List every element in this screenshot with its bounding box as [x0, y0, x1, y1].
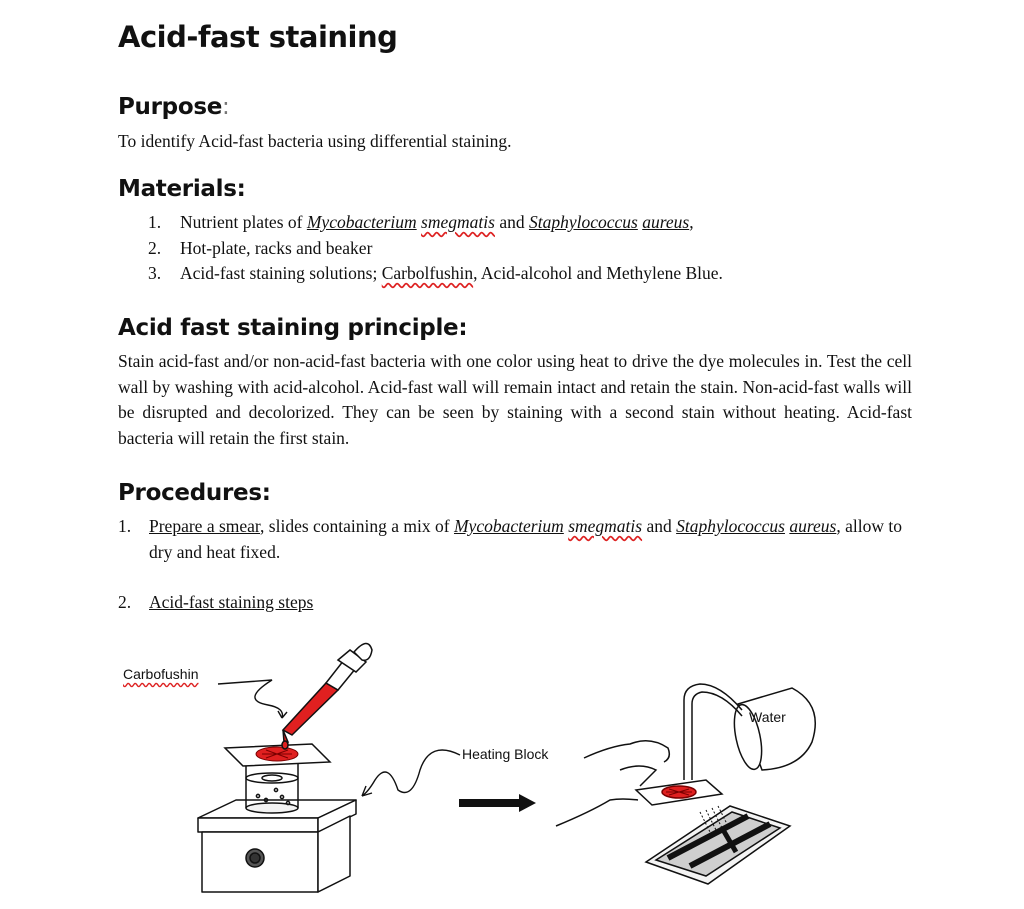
- procedure-step-1: [118, 514, 918, 565]
- stain-pointer-line: [218, 680, 282, 718]
- purpose-text: To identify Acid-fast bacteria using differential staining.: [118, 131, 512, 151]
- slide-on-beaker: [225, 744, 330, 766]
- principle-heading: Acid fast staining principle:: [118, 315, 468, 341]
- materials-text: and: [494, 212, 529, 232]
- organism-species: smegmatis: [568, 516, 643, 536]
- bottle-nozzle-inner: [692, 692, 742, 780]
- organism-genus: Mycobacterium: [453, 516, 564, 536]
- hot-plate-top-front: [198, 818, 318, 832]
- water-ripple: [262, 775, 282, 781]
- hand-holding-slide: [556, 741, 722, 826]
- hot-plate: [198, 800, 356, 892]
- materials-item-1: [142, 210, 723, 236]
- knob-center: [250, 853, 260, 863]
- principle-paragraph: Stain acid-fast and/or non-acid-fast bacteria with one color using heat to drive the dye molecules in. Test the cell wall by washing with acid-alcohol. Acid-fast wall will remain intact and retain the stain. Non-acid-fast walls will be disrupted and decolorized. They can be seen by staining with a second stain without heating. Acid-fast bacteria will retain the first stain.: [118, 351, 912, 448]
- list-number: 3.: [148, 263, 162, 283]
- procedure-text: , slides containing a mix of: [260, 516, 454, 536]
- organism-genus: Staphylococcus: [528, 212, 638, 232]
- organism-species: aureus: [642, 212, 690, 232]
- prepare-smear-link[interactable]: Prepare a smear: [149, 516, 261, 536]
- dropper: [282, 643, 372, 749]
- procedure-text: , allow to dry and heat fixed.: [149, 516, 902, 562]
- materials-item-3: [142, 261, 723, 287]
- materials-text: Acid-fast staining solutions;: [180, 263, 382, 283]
- label-carbofushin: Carbofushin: [123, 666, 199, 682]
- materials-text: Hot-plate, racks and beaker: [180, 237, 373, 258]
- list-number: 2.: [148, 237, 162, 258]
- page-title: Acid-fast staining: [118, 20, 398, 54]
- hand-lower: [556, 799, 638, 826]
- arrow-shaft: [459, 799, 521, 807]
- procedures-heading: Procedures:: [118, 480, 271, 506]
- purpose-heading-text: Purpose: [118, 94, 223, 120]
- label-water: Water: [749, 709, 786, 725]
- arrow-head: [519, 794, 536, 812]
- list-number: 1.: [118, 516, 132, 536]
- bubble: [280, 795, 283, 798]
- acid-fast-steps-link[interactable]: Acid-fast staining steps: [149, 592, 314, 612]
- materials-list: [142, 210, 723, 287]
- bubble: [274, 788, 277, 791]
- water-bottle: [684, 684, 815, 780]
- hand-upper: [584, 741, 669, 762]
- heating-pointer-line: [362, 750, 460, 796]
- spellcheck-flagged-word: Carbolfushin: [381, 263, 474, 283]
- hand-finger: [620, 766, 656, 786]
- organism-species: smegmatis: [421, 212, 495, 232]
- purpose-heading: [118, 94, 229, 120]
- label-heating-block: Heating Block: [462, 746, 549, 762]
- materials-item-2: [142, 236, 723, 262]
- organism-genus: Mycobacterium: [306, 212, 417, 232]
- stain-drop: [282, 741, 288, 749]
- organism-genus: Staphylococcus: [676, 516, 785, 536]
- procedure-text: and: [642, 516, 677, 536]
- next-step-arrow: [459, 794, 536, 812]
- organism-species: aureus: [789, 516, 837, 536]
- purpose-heading-colon: :: [222, 94, 230, 120]
- materials-heading: Materials:: [118, 176, 246, 202]
- materials-text: Nutrient plates of: [180, 212, 307, 232]
- list-number: 2.: [118, 592, 132, 612]
- staining-rack: [646, 806, 790, 884]
- beaker: [246, 760, 298, 813]
- beaker-base: [246, 803, 298, 813]
- bubble: [256, 794, 259, 797]
- procedure-step-2: [118, 590, 918, 616]
- materials-text: , Acid-alcohol and Methylene Blue.: [473, 263, 723, 283]
- list-number: 1.: [148, 212, 162, 232]
- materials-text: ,: [689, 212, 694, 232]
- dropper-tube: [283, 683, 338, 735]
